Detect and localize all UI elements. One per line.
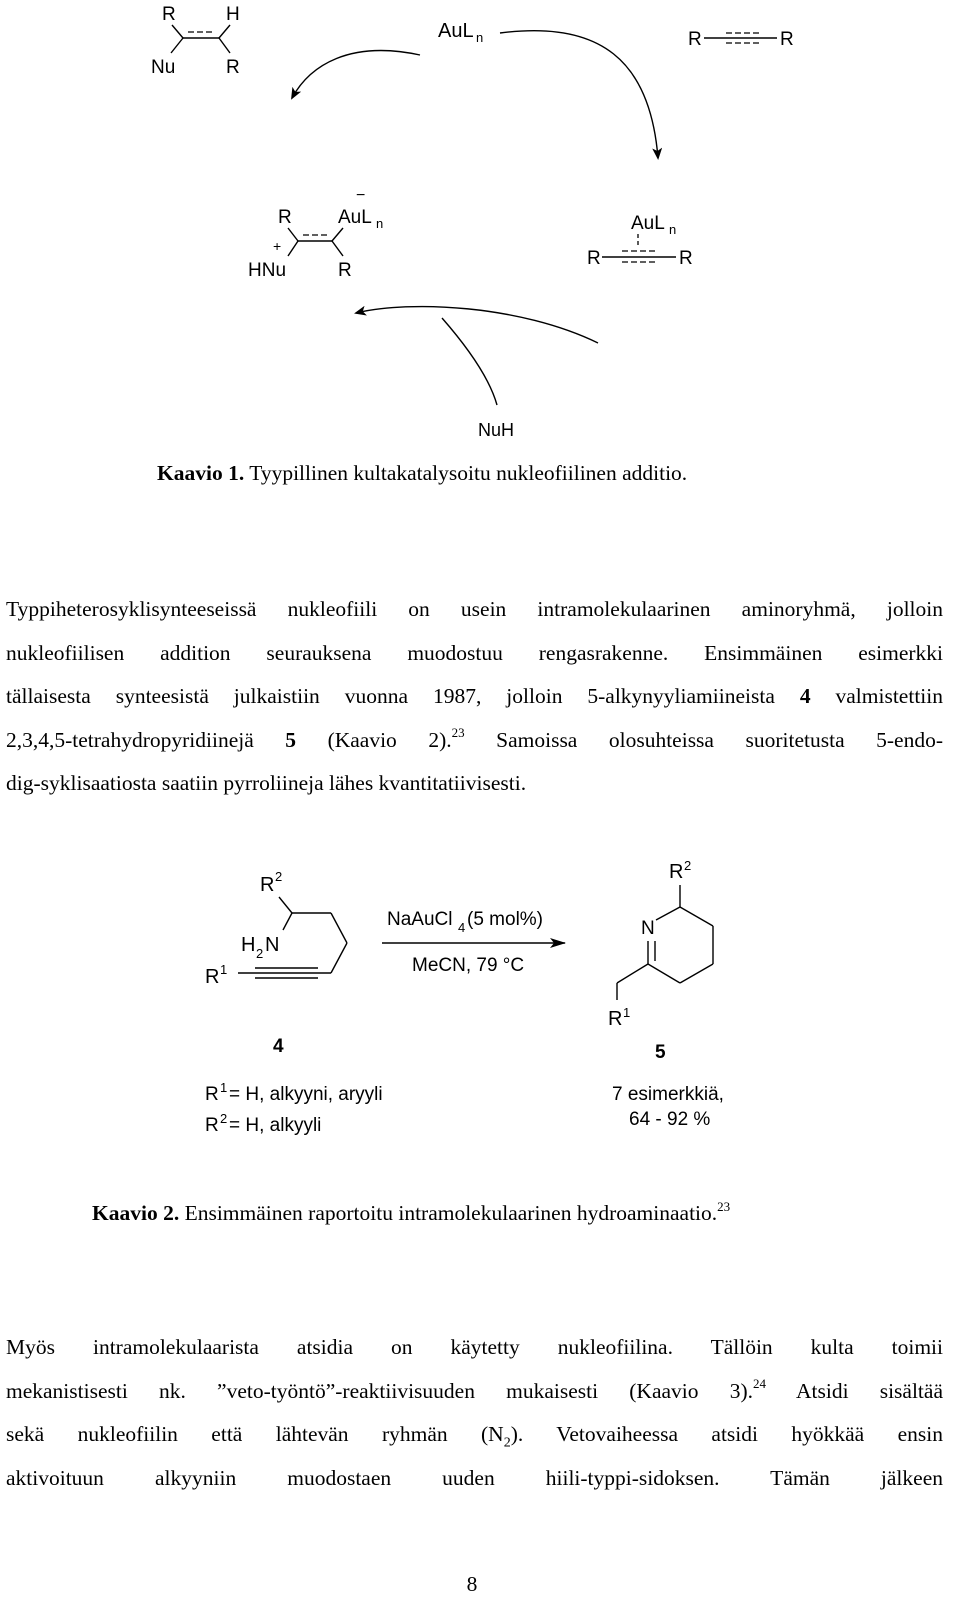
svg-text:R: R [587,248,601,269]
paragraph-1-line-2: nukleofiilisen addition seurauksena muodostuu rengasrakenne. Ensimmäinen esimerkki [6,640,943,665]
svg-text:R: R [669,861,684,883]
paragraph-1 [6,588,943,806]
page-number: 8 [466,1572,478,1596]
svg-text:1: 1 [220,962,228,977]
product-nu: Nu [151,57,176,78]
gold-pi-complex [587,213,693,269]
svg-text:R: R [338,260,352,281]
svg-text:n: n [376,216,384,231]
svg-text:2: 2 [220,1111,228,1126]
svg-text:2: 2 [256,946,264,961]
svg-text:2: 2 [275,869,283,884]
svg-text:7 esimerkkiä,: 7 esimerkkiä, [612,1084,724,1105]
svg-text:N: N [641,918,655,939]
svg-text:(5 mol%): (5 mol%) [467,909,544,930]
svg-text:R: R [205,1084,219,1105]
scheme-1-catalytic-cycle [0,0,960,470]
svg-text:+: + [273,238,282,254]
svg-text:R: R [205,1115,219,1136]
svg-text:R: R [780,29,794,50]
svg-text:HNu: HNu [248,260,287,281]
paragraph-1-line-4: 2,3,4,5-tetrahydropyridiinejä 5 (Kaavio 2).$^{23}$ Samoissa olosuhteissa suoritetusta 5-endo- [6,725,943,752]
catalyst-auln [438,20,483,45]
svg-text:R: R [278,207,292,228]
svg-text:R: R [608,1008,623,1030]
yield-note [612,1084,724,1130]
product-r-top: R [162,4,176,25]
arrow-nucleophilic-attack [356,307,598,343]
reference-23: 23 [451,725,465,741]
scheme-2-hydroamination [0,850,960,1170]
svg-text:AuL: AuL [438,20,474,42]
svg-text:AuL: AuL [631,213,665,234]
reaction-arrow [382,909,565,976]
alkyne-substrate [688,29,794,50]
svg-text:1: 1 [220,1080,228,1095]
svg-text:MeCN, 79 °C: MeCN, 79 °C [412,955,525,976]
scheme-1-caption: Kaavio 1. Tyypillinen kultakatalysoitu nukleofiilinen additio. [157,461,688,485]
paragraph-2 [6,1326,943,1500]
substituent-definitions [205,1080,383,1136]
scheme-2-caption: Kaavio 2. Ensimmäinen raportoitu intramolekulaarinen hydroaminaatio.$^{23}$ [92,1198,731,1225]
svg-text:1: 1 [623,1005,631,1020]
compound-number-5: 5 [655,1042,666,1063]
svg-text:R: R [688,29,702,50]
paragraph-1-line-5: dig-syklisaatiosta saatiin pyrroliineja lähes kvantitatiivisesti. [6,771,527,795]
svg-text:2: 2 [684,858,692,873]
svg-text:NaAuCl: NaAuCl [387,909,453,930]
svg-text:R: R [679,248,693,269]
svg-text:R: R [260,874,275,896]
paragraph-2-line-2: mekanistisesti nk. ”veto-työntö”-reaktiivisuuden mukaisesti (Kaavio 3).$^{24}$ Atsidi sisältää [6,1376,943,1403]
tetrahydropyridine-5 [608,858,713,1063]
svg-text:n: n [669,222,677,237]
vinyl-gold-intermediate [248,187,383,281]
paragraph-2-line-1: Myös intramolekulaarista atsidia on käytetty nukleofiilina. Tällöin kulta toimii [6,1335,943,1359]
compound-number-4: 4 [273,1036,284,1057]
svg-text:n: n [476,30,484,45]
arrow-product-release [292,51,420,98]
product-r-bottom: R [226,57,240,78]
paragraph-1-line-1: Typpiheterosyklisynteeseissä nukleofiili on usein intramolekulaarinen aminoryhmä, jolloin [6,597,943,621]
svg-text:4: 4 [458,920,466,935]
nucleophile-nuh: NuH [478,420,515,440]
svg-text:N: N [265,934,280,956]
svg-text:R: R [205,966,220,988]
svg-text:AuL: AuL [338,207,372,228]
paragraph-2-line-3: sekä nukleofiilin että lähtevän ryhmän $(N_2)$. Vetovaiheessa atsidi hyökkää ensin [6,1422,943,1451]
arrow-nuh-entry [442,318,497,405]
product-h: H [226,4,240,25]
svg-text:= H, alkyyni, aryyli: = H, alkyyni, aryyli [229,1084,383,1105]
product-vinyl-gold-free [151,4,240,78]
reference-23: 23 [717,1198,731,1214]
paragraph-1-line-3: tällaisesta synteesistä julkaistiin vuonna 1987, jolloin 5-alkynyyliamiineista 4 valmistettiin [6,684,943,708]
reference-24: 24 [752,1376,766,1392]
paragraph-2-line-4: aktivoituun alkyyniin muodostaen uuden hiili-typpi-sidoksen. Tämän jälkeen [6,1465,943,1490]
svg-text:−: − [356,187,366,204]
svg-text:= H, alkyyli: = H, alkyyli [229,1115,322,1136]
svg-text:64 - 92 %: 64 - 92 % [629,1109,711,1130]
aminoalkyne-4 [205,869,347,1057]
svg-text:H: H [241,934,256,956]
arrow-catalyst-coordination [500,31,658,158]
